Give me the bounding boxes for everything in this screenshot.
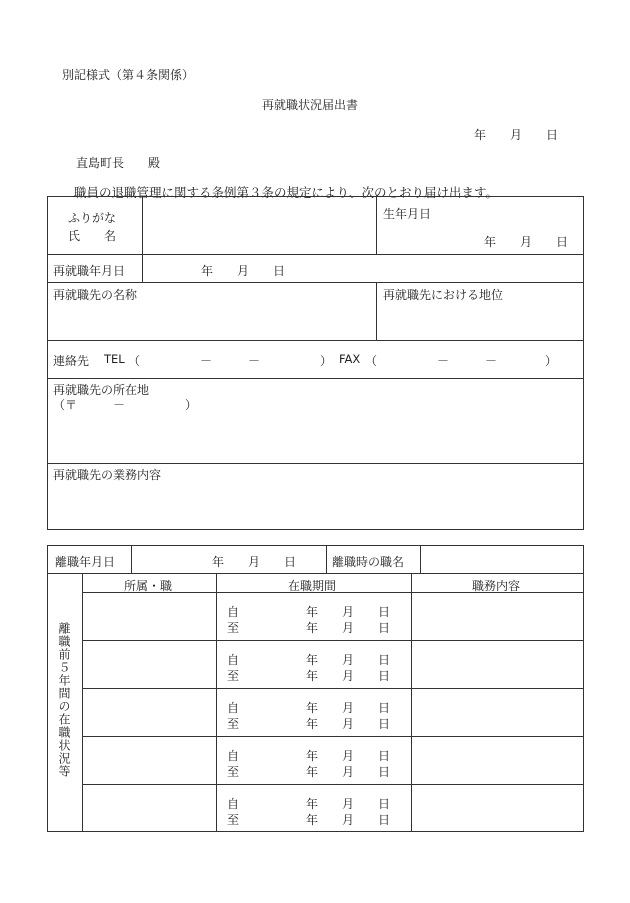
birthdate-label: 生年月日 bbox=[383, 207, 432, 221]
tel-label: TEL bbox=[104, 352, 125, 366]
period-from-label: 自 bbox=[227, 653, 240, 667]
name-field[interactable] bbox=[146, 201, 372, 250]
retirement-date-value[interactable]: 年 月 日 bbox=[212, 555, 297, 569]
retirement-date-label: 離職年月日 bbox=[55, 555, 116, 569]
contact-label: 連絡先 bbox=[53, 354, 90, 368]
form-reference: 別記様式（第４条関係） bbox=[62, 68, 195, 82]
period-to-label: 至 bbox=[227, 813, 240, 827]
postal-code[interactable]: （〒 － ） bbox=[53, 398, 198, 412]
column-header-department: 所属・職 bbox=[124, 579, 173, 593]
period-to-date[interactable]: 年 月 日 bbox=[306, 717, 391, 731]
period-from-label: 自 bbox=[227, 797, 240, 811]
reemployment-date-value[interactable]: 年 月 日 bbox=[201, 264, 286, 278]
period-from-date[interactable]: 年 月 日 bbox=[306, 797, 391, 811]
period-from-date[interactable]: 年 月 日 bbox=[306, 701, 391, 715]
period-to-label: 至 bbox=[227, 765, 240, 779]
retirement-title-field[interactable] bbox=[424, 549, 580, 570]
period-from-date[interactable]: 年 月 日 bbox=[306, 605, 391, 619]
period-to-date[interactable]: 年 月 日 bbox=[306, 621, 391, 635]
form-title: 再就職状況届出書 bbox=[262, 98, 359, 112]
period-to-label: 至 bbox=[227, 717, 240, 731]
fax-label: FAX bbox=[339, 352, 361, 366]
period-from-label: 自 bbox=[227, 749, 240, 763]
period-to-date[interactable]: 年 月 日 bbox=[306, 765, 391, 779]
tel-value[interactable]: （ － － ） bbox=[128, 354, 333, 368]
fax-value[interactable]: （ － － ） bbox=[365, 354, 558, 368]
period-from-label: 自 bbox=[227, 605, 240, 619]
history-side-label: 離職前５年間の在職状況等 bbox=[57, 622, 71, 778]
period-to-date[interactable]: 年 月 日 bbox=[306, 813, 391, 827]
submission-date: 年 月 日 bbox=[474, 128, 559, 142]
birthdate-value[interactable]: 年 月 日 bbox=[484, 235, 569, 249]
reemployment-date-label: 再就職年月日 bbox=[53, 264, 126, 278]
period-to-date[interactable]: 年 月 日 bbox=[306, 669, 391, 683]
name-label: 氏 名 bbox=[68, 229, 117, 243]
position-label: 再就職先における地位 bbox=[383, 288, 504, 302]
furigana-label: ふりがな bbox=[68, 211, 117, 225]
intro-statement: 職員の退職管理に関する条例第３条の規定により、次のとおり届け出ます。 bbox=[74, 185, 499, 200]
period-to-label: 至 bbox=[227, 621, 240, 635]
period-to-label: 至 bbox=[227, 669, 240, 683]
period-from-date[interactable]: 年 月 日 bbox=[306, 749, 391, 763]
column-header-duties: 職務内容 bbox=[472, 579, 521, 593]
address-label: 再就職先の所在地 bbox=[53, 383, 150, 397]
duties-label: 再就職先の業務内容 bbox=[53, 468, 162, 482]
employer-name-label: 再就職先の名称 bbox=[53, 288, 138, 302]
retirement-title-label: 離職時の職名 bbox=[332, 555, 405, 569]
addressee: 直島町長 殿 bbox=[76, 156, 161, 170]
period-from-date[interactable]: 年 月 日 bbox=[306, 653, 391, 667]
column-header-period: 在職期間 bbox=[288, 579, 337, 593]
period-from-label: 自 bbox=[227, 701, 240, 715]
